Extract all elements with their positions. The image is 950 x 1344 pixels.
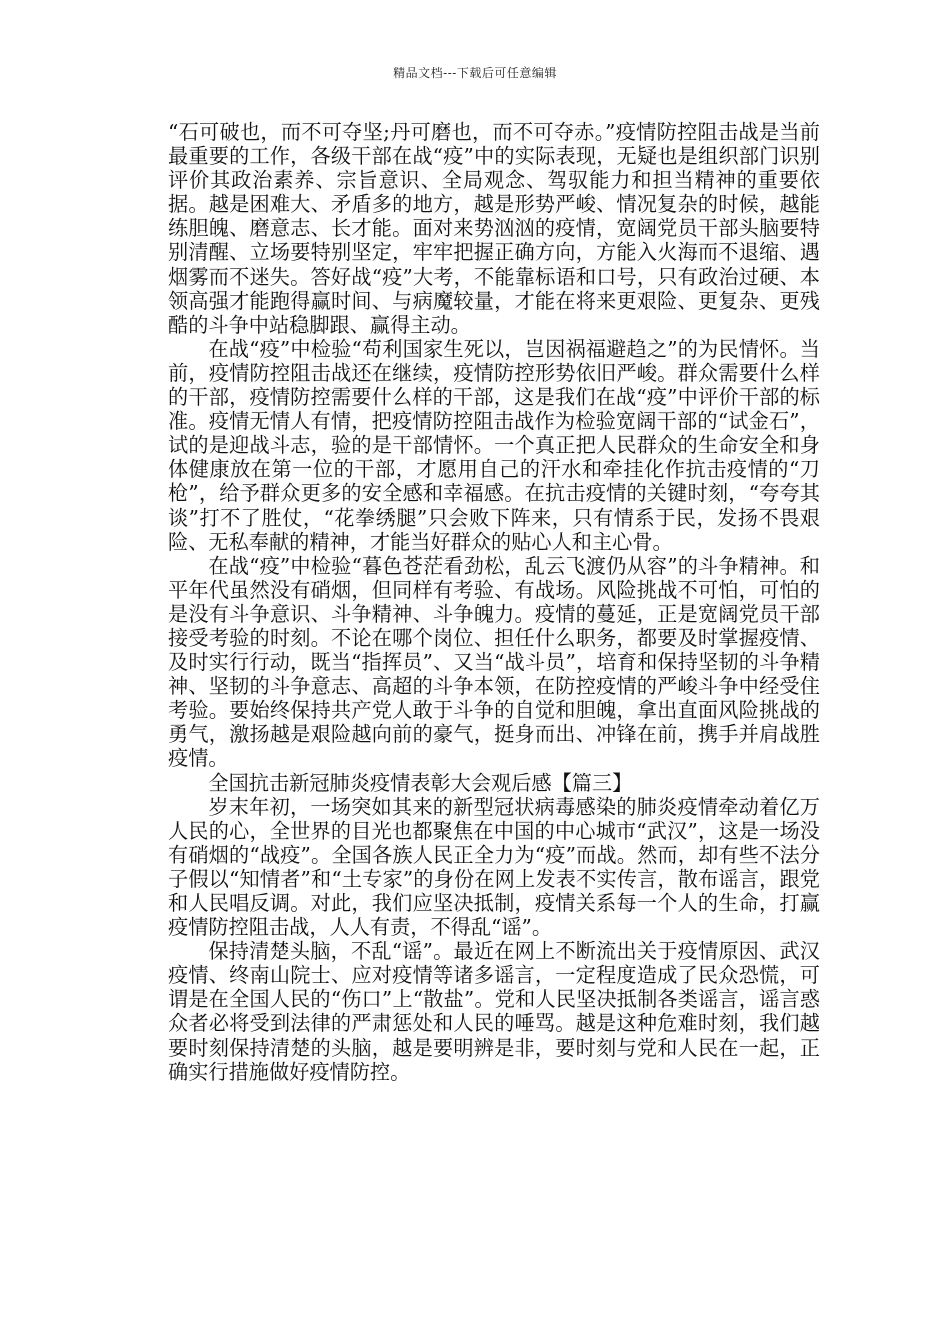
paragraph-3: 在战“疫”中检验“暮色苍茫看劲松，乱云飞渡仍从容”的斗争精神。和平年代虽然没有硝烟，但同样有考验、有战场。风险挑战不可怕，可怕的是没有斗争意识、斗争精神、斗争魄力。疫情的蔓延，正是宽阔党员干部接受考验的时刻。不论在哪个岗位、担任什么职务，都要及时掌握疫情、及时实行行动，既当“指挥员”、又当“战斗员”，培育和保持坚韧的斗争精神、坚韧的斗争意志、高超的斗争本领，在防控疫情的严峻斗争中经受住考验。要始终保持共产党人敢于斗争的自觉和胆魄，拿出直面风险挑战的勇气，激扬越是艰险越向前的豪气，挺身而出、冲锋在前，携手并肩战胜疫情。 bbox=[168, 553, 820, 771]
paragraph-5: 保持清楚头脑，不乱“谣”。最近在网上不断流出关于疫情原因、武汉疫情、终南山院士、应对疫情等诸多谣言，一定程度造成了民众恐慌，可谓是在全国人民的“伤口”上“散盐”。党和人民坚决抵制各类谣言，谣言惑众者必将受到法律的严肃惩处和人民的唾骂。越是这种危难时刻，我们越要时刻保持清楚的头脑，越是要明辨是非，要时刻与党和人民在一起，正确实行措施做好疫情防控。 bbox=[168, 939, 820, 1084]
paragraph-2: 在战“疫”中检验“苟利国家生死以，岂因祸福避趋之”的为民情怀。当前，疫情防控阻击战还在继续，疫情防控形势依旧严峻。群众需要什么样的干部，疫情防控需要什么样的干部，这是我们在战“疫”中评价干部的标准。疫情无情人有情，把疫情防控阻击战作为检验宽阔干部的“试金石”，试的是迎战斗志，验的是干部情怀。一个真正把人民群众的生命安全和身体健康放在第一位的干部，才愿用自己的汗水和牵挂化作抗击疫情的“刀枪”，给予群众更多的安全感和幸福感。在抗击疫情的关键时刻，“夸夸其谈”打不了胜仗，“花拳绣腿”只会败下阵来，只有情系于民，发扬不畏艰险、无私奉献的精神，才能当好群众的贴心人和主心骨。 bbox=[168, 336, 820, 554]
section-title: 全国抗击新冠肺炎疫情表彰大会观后感【篇三】 bbox=[208, 770, 633, 795]
paragraph-4: 岁末年初，一场突如其来的新型冠状病毒感染的肺炎疫情牵动着亿万人民的心，全世界的目光也都聚焦在中国的中心城市“武汉”，这是一场没有硝烟的“战疫”。全国各族人民正全力为“疫”而战。然而，却有些不法分子假以“知情者”和“土专家”的身份在网上发表不实传言，散布谣言，跟党和人民唱反调。对此，我们应坚决抵制，疫情关系每一个人的生命，打赢疫情防控阻击战，人人有责，不得乱“谣”。 bbox=[168, 794, 820, 940]
page-header: 精品文档---下载后可任意编辑 bbox=[393, 66, 557, 80]
paragraph-1: “石可破也，而不可夺坚;丹可磨也，而不可夺赤。”疫情防控阻击战是当前最重要的工作，各级干部在战“疫”中的实际表现，无疑也是组织部门识别评价其政治素养、宗旨意识、全局观念、驾驭能力和担当精神的重要依据。越是困难大、矛盾多的地方，越是形势严峻、情况复杂的时候，越能练胆魄、磨意志、长才能。面对来势汹汹的疫情，宽阔党员干部头脑要特别清醒、立场要特别坚定，牢牢把握正确方向，方能入火海而不退缩、遇烟雾而不迷失。答好战“疫”大考，不能靠标语和口号，只有政治过硬、本领高强才能跑得赢时间、与病魔较量，才能在将来更艰险、更复杂、更残酷的斗争中站稳脚跟、赢得主动。 bbox=[168, 120, 820, 337]
document-body bbox=[168, 120, 820, 1084]
